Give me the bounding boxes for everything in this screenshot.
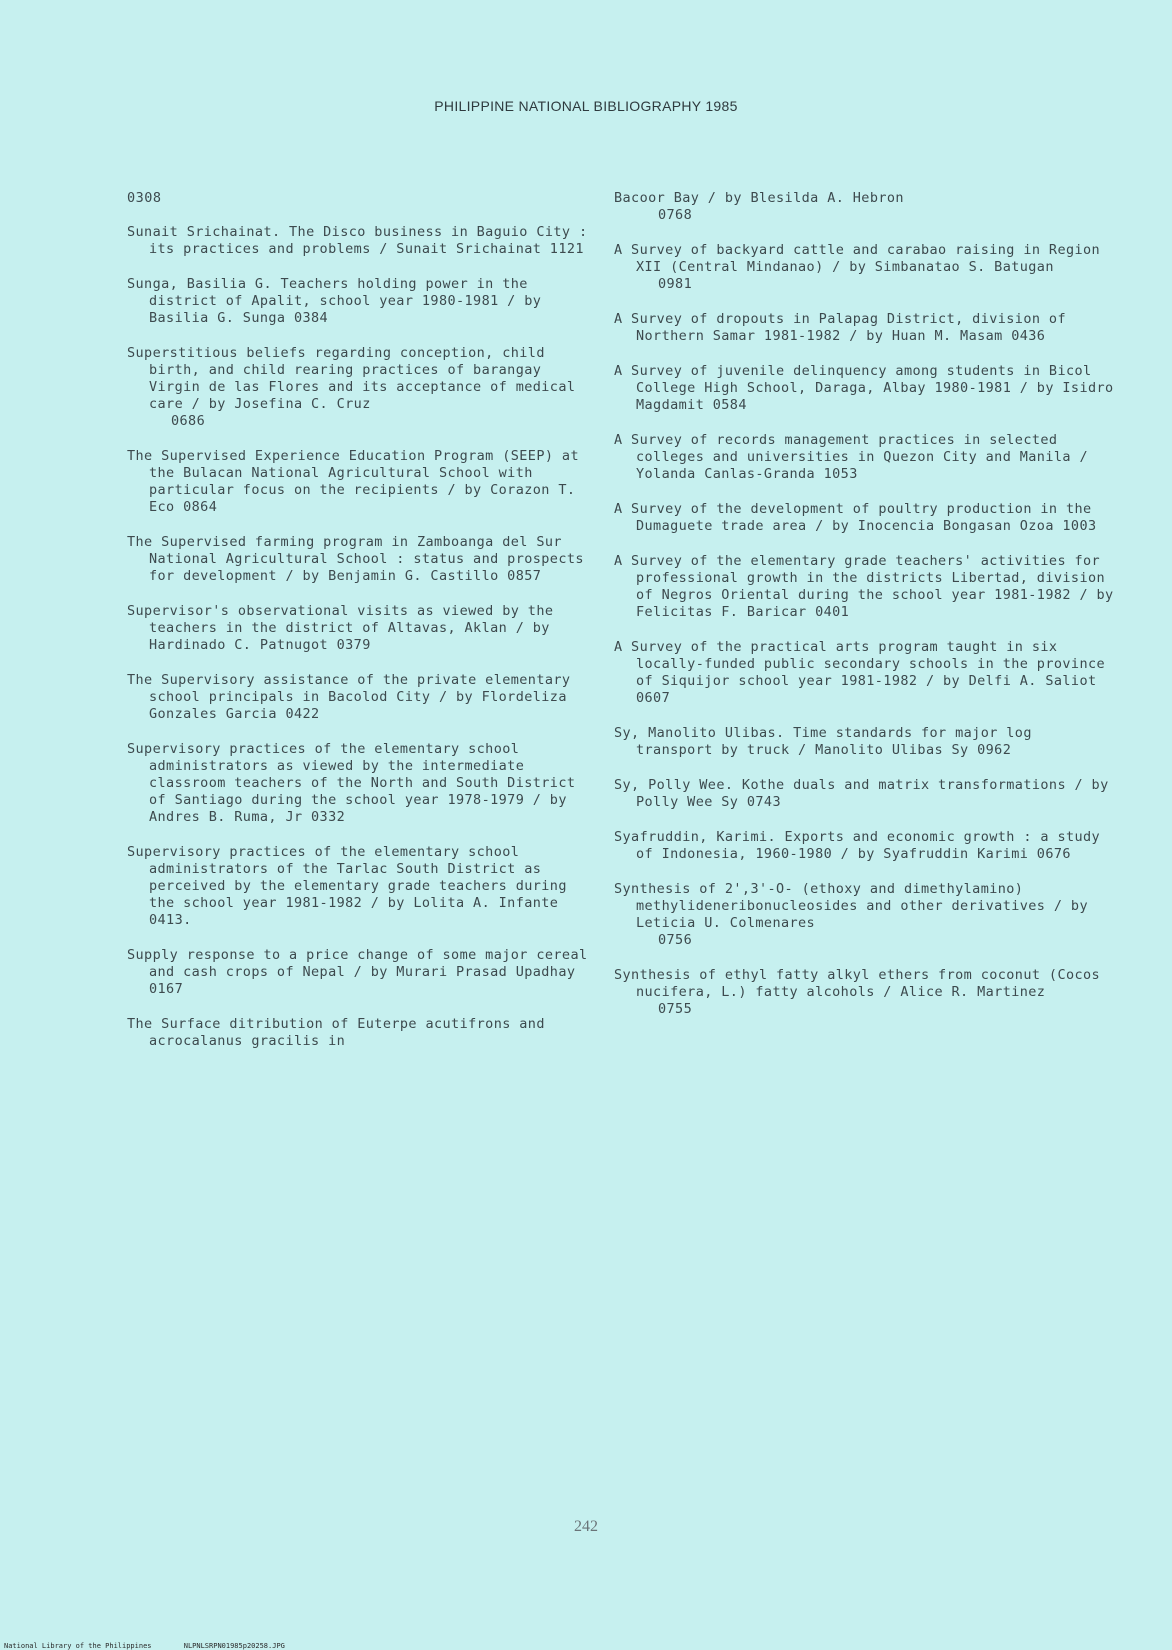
entry-text: A Survey of the development of poultry production in the Dumaguete trade area / by Inocencia Bongasan Ozoa 1003: [614, 501, 1097, 534]
entry-text: Sunait Srichainat. The Disco business in Baguio City : its practices and problems / Sunait Srichainat 1121: [127, 224, 588, 257]
entry-text: The Surface ditribution of Euterpe acutifrons and acrocalanus gracilis in: [127, 1016, 545, 1049]
entry-text: Sy, Polly Wee. Kothe duals and matrix transformations / by Polly Wee Sy 0743: [614, 777, 1109, 810]
entry-text: Sunga, Basilia G. Teachers holding power in the district of Apalit, school year 1980-1981 / by Basilia G. Sunga 0384: [127, 276, 542, 326]
entry-text: Supply response to a price change of some major cereal and cash crops of Nepal / by Murari Prasad Upadhay 0167: [127, 947, 588, 997]
entry-number: 0756: [658, 932, 693, 948]
entry-number: 0686: [171, 413, 206, 429]
bibliography-entry: [614, 881, 1114, 949]
bibliography-entry: [127, 741, 597, 826]
entry-text: Superstitious beliefs regarding conception, child birth, and child rearing practices of barangay Virgin de las Flores and its acceptance of medical care / by Josefina C. Cruz: [127, 345, 576, 412]
bibliography-entry: [127, 603, 597, 654]
right-entry-list: [614, 190, 1114, 1018]
bibliography-entry: [614, 311, 1114, 345]
bibliography-entry: [614, 432, 1114, 483]
bibliography-entry: [127, 947, 597, 998]
entry-text: Synthesis of ethyl fatty alkyl ethers from coconut (Cocos nucifera, L.) fatty alcohols / Alice R. Martinez: [614, 967, 1101, 1000]
right-column: [614, 190, 1114, 1036]
entry-text: The Supervised farming program in Zamboanga del Sur National Agricultural School : status and prospects for development / by Benjamin G. Castillo 0857: [127, 534, 584, 584]
entry-text: A Survey of the practical arts program taught in six locally-funded public secondary schools in the province of Siquijor school year 1981-1982 / by Delfi A. Saliot 0607: [614, 639, 1106, 706]
entry-number: 0768: [658, 207, 693, 223]
scan-footer: [4, 1642, 313, 1650]
entry-text: A Survey of the elementary grade teachers' activities for professional growth in the districts Libertad, division of Negros Oriental during the school year 1981-1982 / by Felicitas F. Baricar 0401: [614, 553, 1114, 620]
entry-text: Sy, Manolito Ulibas. Time standards for major log transport by truck / Manolito Ulibas Sy 0962: [614, 725, 1032, 758]
entry-text: Synthesis of 2',3'-O- (ethoxy and dimethylamino) methylideneribonucleosides and other derivatives / by Leticia U. Colmenares: [614, 881, 1088, 931]
entry-text: The Supervised Experience Education Program (SEEP) at the Bulacan National Agricultural School with particular focus on the recipients / by Corazon T. Eco 0864: [127, 448, 579, 515]
entry-text: A Survey of dropouts in Palapag District, division of Northern Samar 1981-1982 / by Huan M. Masam 0436: [614, 311, 1066, 344]
bibliography-entry: [614, 190, 1114, 224]
entry-text: A Survey of backyard cattle and carabao raising in Region XII (Central Mindanao) / by Simbanatao S. Batugan: [614, 242, 1101, 275]
entry-text: Supervisory practices of the elementary school administrators of the Tarlac South District as perceived by the elementary grade teachers during the school year 1981-1982 / by Lolita A. Infante 0413.: [127, 844, 567, 928]
bibliography-entry: [614, 553, 1114, 621]
bibliography-entry: [127, 534, 597, 585]
footer-source: National Library of the Philippines: [4, 1642, 152, 1650]
bibliography-entry: [127, 345, 597, 430]
entry-number: 0308: [127, 190, 162, 206]
bibliography-entry: [614, 829, 1114, 863]
bibliography-entry: [614, 363, 1114, 414]
bibliography-entry: [127, 844, 597, 929]
bibliography-entry: [127, 672, 597, 723]
page-header: PHILIPPINE NATIONAL BIBLIOGRAPHY 1985: [434, 98, 738, 114]
entry-text: Syafruddin, Karimi. Exports and economic growth : a study of Indonesia, 1960-1980 / by Syafruddin Karimi 0676: [614, 829, 1101, 862]
entry-number: 0981: [658, 276, 693, 292]
bibliography-entry: [614, 725, 1114, 759]
entry-text: A Survey of juvenile delinquency among students in Bicol College High School, Daraga, Albay 1980-1981 / by Isidro Magdamit 0584: [614, 363, 1114, 413]
bibliography-entry: [127, 448, 597, 516]
entry-text: Supervisor's observational visits as viewed by the teachers in the district of Altavas, Aklan / by Hardinado C. Patnugot 0379: [127, 603, 554, 653]
left-entry-list: [127, 224, 597, 1050]
bibliography-entry: [127, 276, 597, 327]
footer-file: NLPNLSRPN01985p20258.JPG: [183, 1642, 285, 1650]
bibliography-entry: [614, 777, 1114, 811]
entry-text: Supervisory practices of the elementary school administrators as viewed by the intermediate classroom teachers of the North and South District of Santiago during the school year 1978-1979 / by Andres B. Ruma, Jr 0332: [127, 741, 576, 825]
entry-text: A Survey of records management practices in selected colleges and universities in Quezon City and Manila / Yolanda Canlas-Granda 1053: [614, 432, 1088, 482]
bibliography-entry: [614, 967, 1114, 1018]
entry-text: Bacoor Bay / by Blesilda A. Hebron: [614, 190, 904, 206]
bibliography-entry: [614, 501, 1114, 535]
bibliography-entry: [614, 242, 1114, 293]
entry-number: 0755: [658, 1001, 693, 1017]
entry-text: The Supervisory assistance of the private elementary school principals in Bacolod City / by Flordeliza Gonzales Garcia 0422: [127, 672, 571, 722]
bibliography-entry: [127, 224, 597, 258]
page-number: 242: [574, 1518, 598, 1535]
bibliography-entry: [127, 1016, 597, 1050]
bibliography-entry: [614, 639, 1114, 707]
left-column: [127, 190, 597, 1068]
